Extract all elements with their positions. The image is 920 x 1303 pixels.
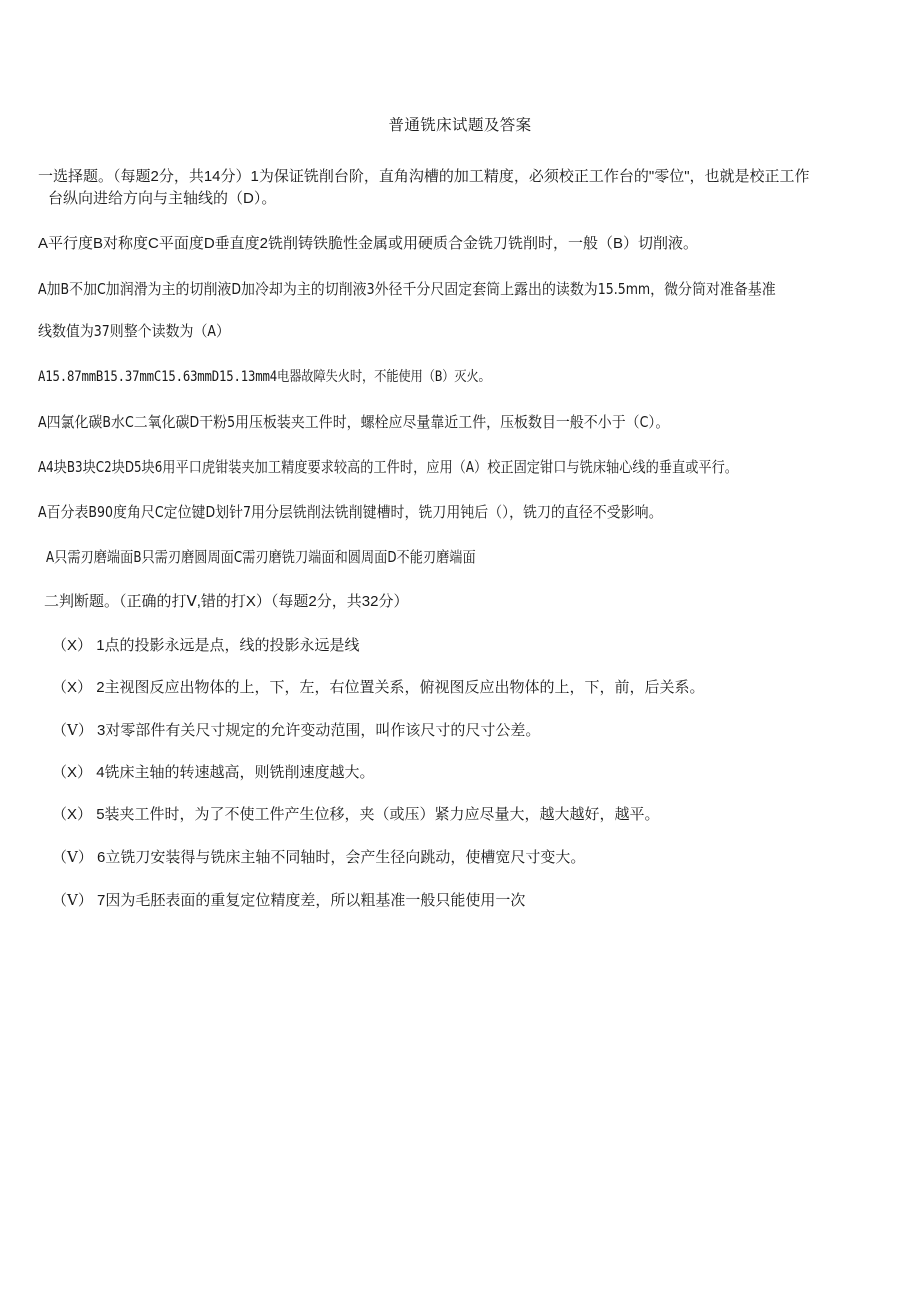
- question-4-options: [38, 366, 860, 388]
- question-text: 3对零部件有关尺寸规定的允许变动范围，叫作该尺寸的尺寸公差。: [97, 722, 541, 739]
- section-two-heading: 二判断题。（正确的打Ⅴ,错的打X）（每题2分，共32分）: [44, 593, 409, 610]
- question-3-block: [38, 278, 860, 342]
- true-false-item: [38, 889, 860, 912]
- page-title: 普通铣床试题及答案: [388, 117, 532, 134]
- section-one-heading-line2: 台纵向进给方向与主轴线的（D）。: [48, 190, 277, 207]
- answer-mark: （X）: [52, 637, 93, 654]
- true-false-item: [38, 846, 860, 869]
- question-7-options-text: A百分表B90度角尺C定位键D划针7用分层铣削法铣削键槽时，铣刀用钝后（），铣刀的直径不受影响。: [38, 503, 663, 521]
- question-5-options-text: A四氯化碳B水C二氧化碳D干粉5用压板装夹工件时，螺栓应尽量靠近工件，压板数目一般不小于（C）。: [38, 413, 670, 431]
- question-7-options: [38, 501, 860, 523]
- question-text: 4铣床主轴的转速越高，则铣削速度越大。: [96, 764, 375, 781]
- question-text: 1点的投影永远是点，线的投影永远是线: [96, 637, 360, 654]
- question-text: 6立铣刀安装得与铣床主轴不同轴时，会产生径向跳动，使槽宽尺寸变大。: [97, 849, 586, 866]
- question-3-options-line1: A加B不加C加润滑为主的切削液D加冷却为主的切削液3外径千分尺固定套筒上露出的读数为15.5mm，微分筒对准备基准: [38, 280, 776, 298]
- document-body: [38, 166, 860, 932]
- true-false-item: [38, 804, 860, 826]
- question-text: 2主视图反应出物体的上，下，左，右位置关系，俯视图反应出物体的上，下，前，后关系。: [96, 679, 705, 696]
- true-false-item: [38, 677, 860, 699]
- question-6-options: [38, 456, 860, 478]
- answer-mark: （Ⅴ）: [52, 848, 93, 866]
- true-false-item: [38, 635, 860, 657]
- question-7-answer-options-text: A只需刃磨端面B只需刃磨圆周面C需刃磨铣刀端面和圆周面D不能刃磨端面: [46, 548, 476, 566]
- answer-mark: （Ⅴ）: [52, 721, 93, 739]
- answer-mark: （X）: [52, 764, 93, 781]
- question-text: 7因为毛胚表面的重复定位精度差，所以粗基准一般只能使用一次: [97, 892, 526, 909]
- true-false-item: [38, 762, 860, 784]
- answer-mark: （X）: [52, 679, 93, 696]
- section-one-heading-line1: 一选择题。（每题2分，共14分）1为保证铣削台阶，直角沟槽的加工精度，必须校正工作台的"零位"，也就是校正工作: [38, 168, 810, 185]
- true-false-item: [38, 719, 860, 742]
- true-false-list: [38, 635, 860, 912]
- question-2-options: A平行度B对称度C平面度D垂直度2铣削铸铁脆性金属或用硬质合金铣刀铣削时，一般（B）切削液。: [38, 235, 699, 252]
- question-3-options-line2: 线数值为37则整个读数为（A）: [38, 322, 230, 340]
- question-text: 5装夹工件时，为了不使工件产生位移，夹（或压）紧力应尽量大，越大越好，越平。: [96, 806, 660, 823]
- question-5-options: [38, 411, 860, 433]
- question-4-options-text: A15.87mmB15.37mmC15.63mmD15.13mm4电器故障失火时，不能使用（B）灭火。: [38, 369, 491, 385]
- question-7-answer-options: [38, 546, 860, 568]
- answer-mark: （X）: [52, 806, 93, 823]
- section-one-heading: [38, 166, 860, 210]
- answer-mark: （Ⅴ）: [52, 891, 93, 909]
- question-6-options-text: A4块B3块C2块D5块6用平口虎钳装夹加工精度要求较高的工件时，应用（A）校正固定钳口与铣床轴心线的垂直或平行。: [38, 458, 739, 476]
